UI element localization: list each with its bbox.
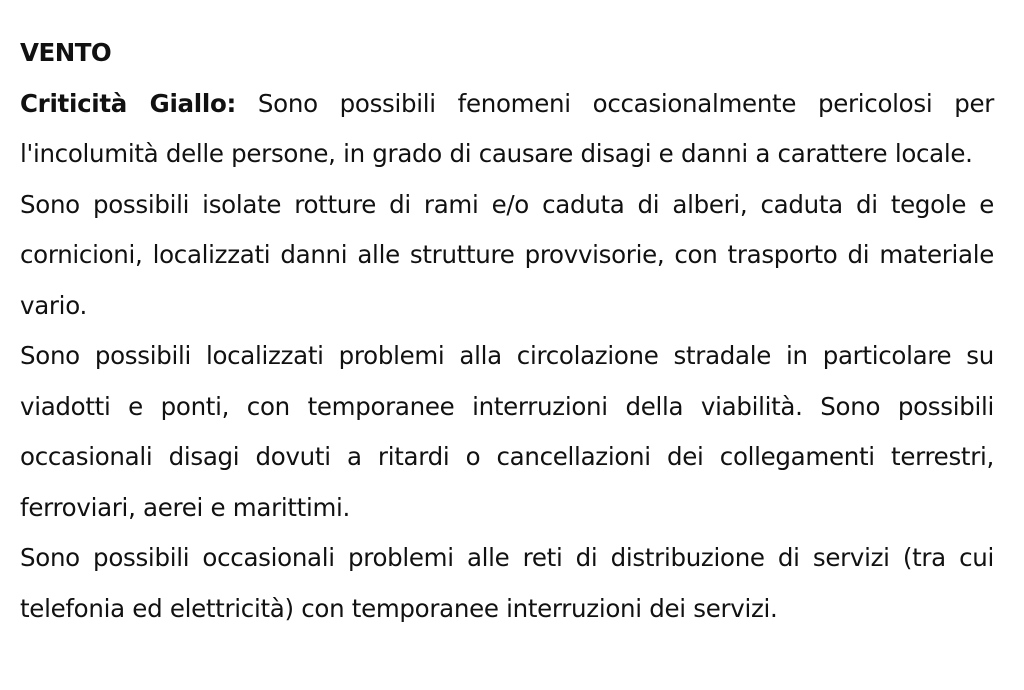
intro-text: Sono possibili fenomeni occasionalmente pericolosi per l'incolumità delle persone, in grado di causare disagi e danni a carattere locale. (20, 88, 995, 168)
paragraph-trees: Sono possibili isolate rotture di rami e/o caduta di alberi, caduta di tegole e cornicioni, localizzati danni alle strutture provvisorie, con trasporto di materiale vario. (20, 189, 994, 320)
criticity-label: Criticità Giallo: (20, 88, 237, 118)
intro-paragraph (20, 79, 994, 180)
document-body (20, 28, 994, 634)
paragraph-services: Sono possibili occasionali problemi alle reti di distribuzione di servizi (tra cui telefonia ed elettricità) con temporanee interruzioni dei servizi. (20, 543, 994, 623)
section-heading: VENTO (20, 38, 112, 67)
paragraph-traffic: Sono possibili localizzati problemi alla circolazione stradale in particolare su viadotti e ponti, con temporanee interruzioni della viabilità. Sono possibili occasionali disagi dovuti a ritardi o cancellazioni dei collegamenti terrestri, ferroviari, aerei e marittimi. (20, 341, 994, 522)
